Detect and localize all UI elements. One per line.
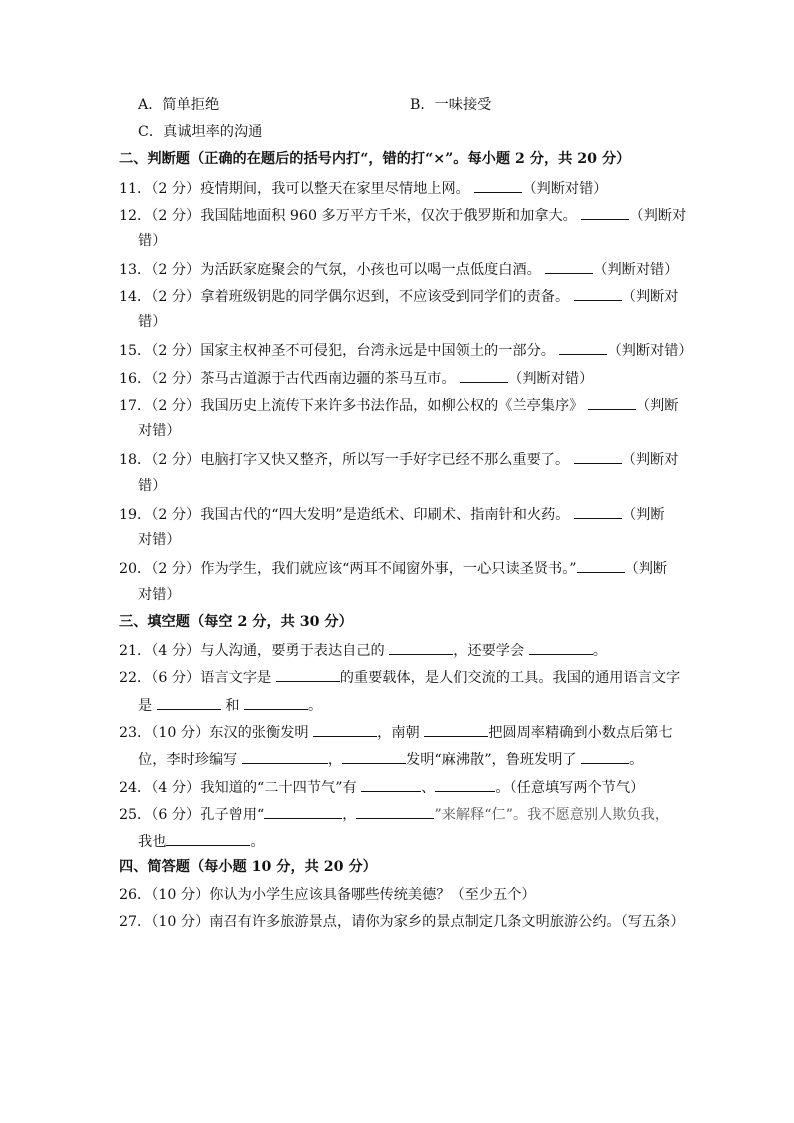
question-number: 15．（2 分） xyxy=(119,343,201,359)
question-17-continuation: 对错） xyxy=(138,423,181,439)
question-text: 电脑打字又快又整齐，所以写一手好字已经不那么重要了。 xyxy=(200,452,570,468)
option-b: B．一味接受 xyxy=(410,97,492,113)
question-23-continuation xyxy=(138,749,643,769)
question-number: 14．（2 分） xyxy=(119,289,201,305)
question-text: 是 xyxy=(138,698,153,714)
question-text: 和 xyxy=(225,698,240,714)
question-21 xyxy=(119,640,607,660)
question-tail: （判断对错） xyxy=(508,371,594,387)
fill-blank[interactable] xyxy=(435,777,495,792)
option-c: C．真诚坦率的沟通 xyxy=(138,124,263,140)
question-text: 语言文字是 xyxy=(200,670,272,686)
fill-blank[interactable] xyxy=(529,640,593,655)
section-2-title: 二、判断题（正确的在题后的括号内打“，错的打“×”。每小题 2 分，共 20 分） xyxy=(119,151,631,167)
question-number: 12．（2 分） xyxy=(119,208,201,224)
question-text: 位，李时珍编写 xyxy=(138,752,238,768)
question-text: 的重要载体，是人们交流的工具。我国的通用语言文字 xyxy=(339,670,681,686)
answer-blank[interactable] xyxy=(581,205,629,220)
question-text: 把圆周率精确到小数点后第七 xyxy=(488,725,673,741)
fill-blank[interactable] xyxy=(581,749,629,764)
question-number: 13．（2 分） xyxy=(119,262,201,278)
fill-blank[interactable] xyxy=(424,722,488,737)
question-16 xyxy=(119,368,593,388)
question-text: 。 xyxy=(629,752,644,768)
question-text: 茶马古道源于古代西南边疆的茶马互市。 xyxy=(200,371,456,387)
question-text: 我知道的“二十四节气”有 xyxy=(200,780,357,796)
question-text: 与人沟通，要勇于表达自己的 xyxy=(200,643,385,659)
question-number: 17．（2 分） xyxy=(119,398,201,414)
question-text: 、 xyxy=(421,780,436,796)
question-tail: （判断对错） xyxy=(522,181,608,197)
fill-blank[interactable] xyxy=(361,777,421,792)
question-text: 孔子曾用“ xyxy=(200,807,265,823)
question-24 xyxy=(119,777,644,797)
question-text: 疫情期间，我可以整天在家里尽情地上网。 xyxy=(200,181,470,197)
answer-blank[interactable] xyxy=(577,558,625,573)
question-tail: （判断对 xyxy=(629,208,687,224)
question-text: 作为学生，我们就应该“两耳不闻窗外事，一心只读圣贤书。” xyxy=(200,561,577,577)
question-text: 南召有许多旅游景点，请你为家乡的景点制定几条文明旅游公约。（写五条） xyxy=(209,914,685,930)
question-text: 。 xyxy=(307,698,323,714)
question-12 xyxy=(119,205,686,225)
question-19-continuation: 对错） xyxy=(138,532,181,548)
fill-blank[interactable] xyxy=(313,722,377,737)
question-tail: （判断 xyxy=(624,561,668,577)
answer-blank[interactable] xyxy=(545,259,593,274)
question-number: 18．（2 分） xyxy=(119,452,201,468)
fill-blank[interactable] xyxy=(264,804,342,819)
question-14 xyxy=(119,286,678,306)
question-number: 24．（4 分） xyxy=(119,780,201,796)
question-23 xyxy=(119,722,673,742)
question-text: 你认为小学生应该具备哪些传统美德？（至少五个） xyxy=(209,887,536,903)
question-18 xyxy=(119,449,678,469)
answer-blank[interactable] xyxy=(574,504,622,519)
question-text: 为活跃家庭聚会的气氛，小孩也可以喝一点低度白酒。 xyxy=(200,262,541,278)
question-number: 22．（6 分） xyxy=(119,670,201,686)
question-text: ，还要学会 xyxy=(453,643,525,659)
question-text: ”来解释“仁”。我不愿意别人欺负我， xyxy=(434,807,670,823)
answer-blank[interactable] xyxy=(559,340,607,355)
question-text: 。 xyxy=(592,643,607,659)
fill-blank[interactable] xyxy=(244,695,308,710)
question-22 xyxy=(119,667,680,687)
question-text: 。（任意填写两个节气） xyxy=(495,780,645,796)
question-11 xyxy=(119,178,607,198)
question-text: 我国古代的“四大发明”是造纸术、印刷术、指南针和火药。 xyxy=(200,507,570,523)
question-17 xyxy=(119,395,678,415)
fill-blank[interactable] xyxy=(157,695,221,710)
question-tail: （判断对 xyxy=(621,452,679,468)
fill-blank[interactable] xyxy=(242,749,328,764)
question-15 xyxy=(119,340,693,360)
question-13 xyxy=(119,259,678,279)
question-number: 25．（6 分） xyxy=(119,807,201,823)
question-text: ，南朝 xyxy=(377,725,420,741)
question-number: 11．（2 分） xyxy=(119,181,201,197)
question-26 xyxy=(119,886,536,904)
section-4-title: 四、简答题（每小题 10 分，共 20 分） xyxy=(119,859,377,875)
question-25-continuation xyxy=(138,831,265,851)
fill-blank[interactable] xyxy=(166,831,250,846)
question-number: 19．（2 分） xyxy=(119,507,201,523)
question-19 xyxy=(119,504,665,524)
answer-blank[interactable] xyxy=(460,368,508,383)
question-27 xyxy=(119,913,685,931)
question-14-continuation: 错） xyxy=(138,314,167,330)
question-text: 。 xyxy=(250,834,265,850)
question-20 xyxy=(119,558,667,578)
question-number: 21．（4 分） xyxy=(119,643,201,659)
question-tail: （判断对错） xyxy=(593,262,679,278)
fill-blank[interactable] xyxy=(389,640,453,655)
question-text: ， xyxy=(327,752,343,768)
fill-blank[interactable] xyxy=(276,667,340,682)
question-number: 16．（2 分） xyxy=(119,371,201,387)
answer-blank[interactable] xyxy=(474,178,522,193)
question-22-continuation xyxy=(138,695,322,715)
option-a: A．简单拒绝 xyxy=(138,97,220,113)
question-tail: （判断对错） xyxy=(607,343,693,359)
question-tail: （判断对 xyxy=(621,289,679,305)
question-tail: （判断 xyxy=(635,398,679,414)
answer-blank[interactable] xyxy=(574,449,622,464)
question-25 xyxy=(119,804,669,824)
question-text: 拿着班级钥匙的同学偶尔迟到，不应该受到同学们的责备。 xyxy=(200,289,570,305)
answer-blank[interactable] xyxy=(588,395,636,410)
question-20-continuation: 对错） xyxy=(138,587,181,603)
answer-blank[interactable] xyxy=(574,286,622,301)
question-number: 27．（10 分） xyxy=(119,914,210,930)
question-12-continuation: 错） xyxy=(138,233,167,249)
question-18-continuation: 错） xyxy=(138,478,167,494)
question-text: 东汉的张衡发明 xyxy=(209,725,309,741)
question-number: 20．（2 分） xyxy=(119,561,201,577)
question-number: 26．（10 分） xyxy=(119,887,210,903)
fill-blank[interactable] xyxy=(342,749,406,764)
question-text: 发明“麻沸散”，鲁班发明了 xyxy=(406,752,577,768)
question-tail: （判断 xyxy=(621,507,665,523)
question-text: ， xyxy=(342,807,357,823)
question-text: 我国陆地面积 960 多万平方千米，仅次于俄罗斯和加拿大。 xyxy=(200,208,577,224)
fill-blank[interactable] xyxy=(356,804,434,819)
question-text: 国家主权神圣不可侵犯，台湾永远是中国领土的一部分。 xyxy=(200,343,555,359)
question-text: 我也 xyxy=(138,834,167,850)
question-text: 我国历史上流传下来许多书法作品，如柳公权的《兰亭集序》 xyxy=(200,398,584,414)
question-number: 23．（10 分） xyxy=(119,725,210,741)
section-3-title: 三、填空题（每空 2 分，共 30 分） xyxy=(119,614,353,630)
